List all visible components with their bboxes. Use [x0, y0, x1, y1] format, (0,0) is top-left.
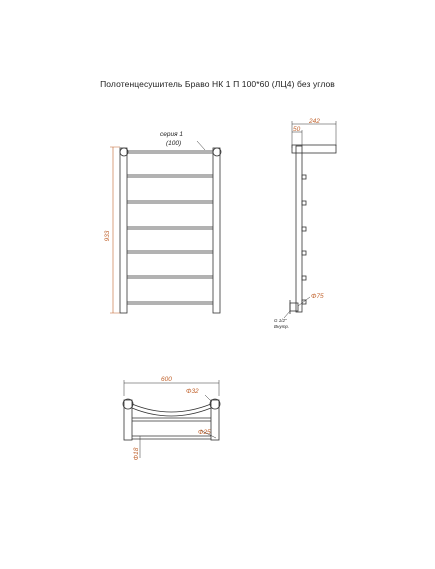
bar-diameter: Φ18 — [133, 447, 140, 461]
drawing-title: Полотенцесушитель Браво НК 1 П 100*60 (ЛЦ4) без углов — [100, 79, 335, 89]
bottom-fitting — [290, 303, 298, 311]
right-wall-bracket — [211, 400, 219, 440]
pipe-diameter: Φ32 — [186, 388, 199, 395]
thread-leader — [284, 311, 290, 318]
top-view — [123, 380, 220, 461]
series-value: (100) — [166, 140, 182, 147]
series-label: серия 1 — [160, 131, 183, 138]
height-dimension: 933 — [104, 230, 111, 242]
shelf-curve — [132, 404, 211, 412]
offset-dimension: 50 — [293, 126, 301, 133]
rail-diameter: Φ25 — [198, 429, 211, 436]
thread-sublabel: Внутр. — [274, 324, 290, 329]
right-vertical-pipe — [213, 148, 220, 313]
left-pipe-section — [123, 399, 133, 409]
depth-dimension: 242 — [309, 118, 320, 125]
series-leader — [197, 141, 205, 150]
pipe-leader — [205, 395, 212, 402]
rung-stub — [302, 276, 306, 280]
side-vertical-pipe — [296, 146, 302, 312]
rung-stub — [302, 227, 306, 231]
rungs — [127, 151, 213, 304]
thread-label: G 1/2" — [274, 318, 287, 323]
side-view — [284, 121, 336, 318]
left-wall-bracket — [124, 400, 132, 440]
right-pipe-section — [210, 399, 220, 409]
diameter-dimension: Φ75 — [311, 293, 324, 300]
width-dimension: 600 — [161, 376, 172, 383]
diameter-leader — [298, 297, 310, 306]
rung-stub — [302, 201, 306, 205]
side-rung-stubs — [302, 175, 306, 304]
front-view — [110, 141, 221, 313]
rung-stub — [302, 175, 306, 179]
left-vertical-pipe — [120, 148, 127, 313]
rung-stub — [302, 251, 306, 255]
